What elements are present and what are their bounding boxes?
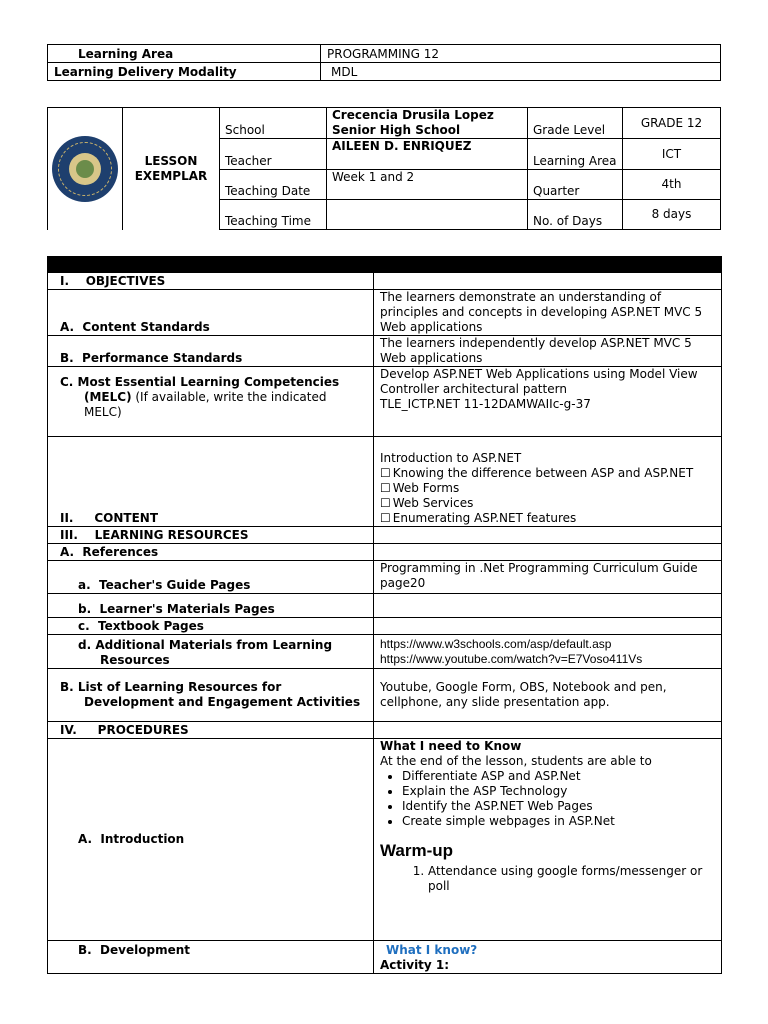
- textbook-label: c. Textbook Pages: [48, 618, 374, 635]
- objectives-heading: I. OBJECTIVES: [48, 273, 374, 290]
- melc-label: [48, 367, 374, 437]
- quarter-label: Quarter: [528, 170, 623, 200]
- school-label: School: [220, 108, 327, 139]
- teaching-date-label: Teaching Date: [220, 170, 327, 200]
- learners-materials-label: b. Learner's Materials Pages: [48, 594, 374, 618]
- table-header-bar: [48, 257, 722, 273]
- list-item: • Identify the ASP.NET Web Pages: [402, 799, 715, 814]
- list-resources-value: Youtube, Google Form, OBS, Notebook and pen, cellphone, any slide presentation app.: [374, 669, 722, 722]
- table-row: [48, 290, 722, 336]
- lesson-header-table: [47, 107, 721, 230]
- no-of-days-value: 8 days: [623, 200, 721, 230]
- lesson-title-line2: EXEMPLAR: [134, 168, 208, 183]
- list-resources-label: B. List of Learning Resources for Development and Engagement Activities: [48, 669, 374, 722]
- table-row: [48, 941, 722, 974]
- youtube-link[interactable]: https://www.youtube.com/watch?v=E7Voso411Vs: [380, 651, 643, 666]
- activity-label: Activity 1:: [380, 958, 450, 972]
- table-row: [48, 273, 722, 290]
- list-item: ☐ Enumerating ASP.NET features: [380, 511, 715, 526]
- table-row: [48, 635, 722, 669]
- list-item: 1. Attendance using google forms/messenger or poll: [428, 864, 715, 894]
- additional-materials-label: d. Additional Materials from Learning Resources: [48, 635, 374, 669]
- additional-materials-links: [374, 635, 722, 669]
- table-row: [48, 108, 721, 139]
- intro-text: At the end of the lesson, students are able to: [380, 754, 652, 768]
- content-heading: II. CONTENT: [48, 437, 374, 527]
- content-standards-label: A. Content Standards: [48, 290, 374, 336]
- development-label: B. Development: [48, 941, 374, 974]
- melc-label-bold: C. Most Essential Learning Competencies (MELC): [60, 375, 340, 404]
- table-row: [48, 527, 722, 544]
- table-row: [48, 437, 722, 527]
- performance-standards-label: B. Performance Standards: [48, 336, 374, 367]
- w3schools-link[interactable]: https://www.w3schools.com/asp/default.asp: [380, 636, 612, 651]
- introduction-label: A. Introduction: [48, 739, 374, 941]
- introduction-content: [374, 739, 722, 941]
- teaching-time-value: [327, 200, 528, 230]
- table-row: [48, 722, 722, 739]
- procedures-heading: IV. PROCEDURES: [48, 722, 374, 739]
- learning-area-label: Learning Area: [48, 45, 321, 63]
- list-item: • Create simple webpages in ASP.Net: [402, 814, 715, 829]
- content-standards-value: The learners demonstrate an understanding of principles and concepts in developing ASP.NET MVC 5 Web applications: [374, 290, 722, 336]
- objectives-list: [380, 769, 715, 829]
- table-row: [48, 45, 721, 63]
- lesson-plan-table: [47, 256, 722, 974]
- grade-level-value: GRADE 12: [623, 108, 721, 139]
- table-row: [48, 336, 722, 367]
- lesson-title-line1: LESSON: [144, 153, 198, 168]
- warmup-list: [380, 864, 715, 894]
- list-item: • Differentiate ASP and ASP.Net: [402, 769, 715, 784]
- intro-heading: What I need to Know: [380, 739, 522, 753]
- list-item: ☐ Web Forms: [380, 481, 715, 496]
- list-item: ☐ Web Services: [380, 496, 715, 511]
- lesson-exemplar-title: [123, 108, 220, 230]
- school-seal-logo: [52, 136, 118, 202]
- table-row: [48, 367, 722, 437]
- teaching-date-value: Week 1 and 2: [327, 170, 528, 200]
- learning-resources-heading: III. LEARNING RESOURCES: [48, 527, 374, 544]
- references-label: A. References: [48, 544, 374, 561]
- learning-area-value: PROGRAMMING 12: [321, 45, 721, 63]
- table-row: [48, 594, 722, 618]
- table-row: [48, 63, 721, 81]
- teachers-guide-label: a. Teacher's Guide Pages: [48, 561, 374, 594]
- list-item: ☐ Knowing the difference between ASP and ASP.NET: [380, 466, 715, 481]
- list-item: Introduction to ASP.NET: [380, 451, 522, 465]
- learning-area-hdr-value: ICT: [623, 139, 721, 170]
- table-row: [48, 544, 722, 561]
- quarter-value: 4th: [623, 170, 721, 200]
- school-logo-cell: [48, 108, 123, 230]
- melc-value-line1: Develop ASP.NET Web Applications using Model View Controller architectural pattern: [380, 367, 698, 396]
- performance-standards-value: The learners independently develop ASP.NET MVC 5 Web applications: [374, 336, 722, 367]
- learning-area-table: [47, 44, 721, 81]
- delivery-modality-label: Learning Delivery Modality: [48, 63, 321, 81]
- melc-value: [374, 367, 722, 437]
- teachers-guide-value: Programming in .Net Programming Curriculum Guide page20: [374, 561, 722, 594]
- warmup-heading: Warm-up: [380, 841, 454, 860]
- teacher-label: Teacher: [220, 139, 327, 170]
- development-heading: What I know?: [386, 943, 478, 957]
- no-of-days-label: No. of Days: [528, 200, 623, 230]
- table-row: [48, 669, 722, 722]
- development-content: [374, 941, 722, 974]
- list-item: • Explain the ASP Technology: [402, 784, 715, 799]
- teaching-time-label: Teaching Time: [220, 200, 327, 230]
- melc-label-rest: (If available, write the indicated MELC): [84, 390, 327, 419]
- teacher-value: AILEEN D. ENRIQUEZ: [327, 139, 528, 170]
- melc-value-line2: TLE_ICTP.NET 11-12DAMWAIIc-g-37: [380, 397, 591, 411]
- content-list: [374, 437, 722, 527]
- learning-area-hdr-label: Learning Area: [528, 139, 623, 170]
- school-value: Crecencia Drusila Lopez Senior High School: [327, 108, 528, 139]
- table-row: [48, 739, 722, 941]
- grade-level-label: Grade Level: [528, 108, 623, 139]
- table-row: [48, 618, 722, 635]
- table-row: [48, 561, 722, 594]
- delivery-modality-value: MDL: [321, 63, 721, 81]
